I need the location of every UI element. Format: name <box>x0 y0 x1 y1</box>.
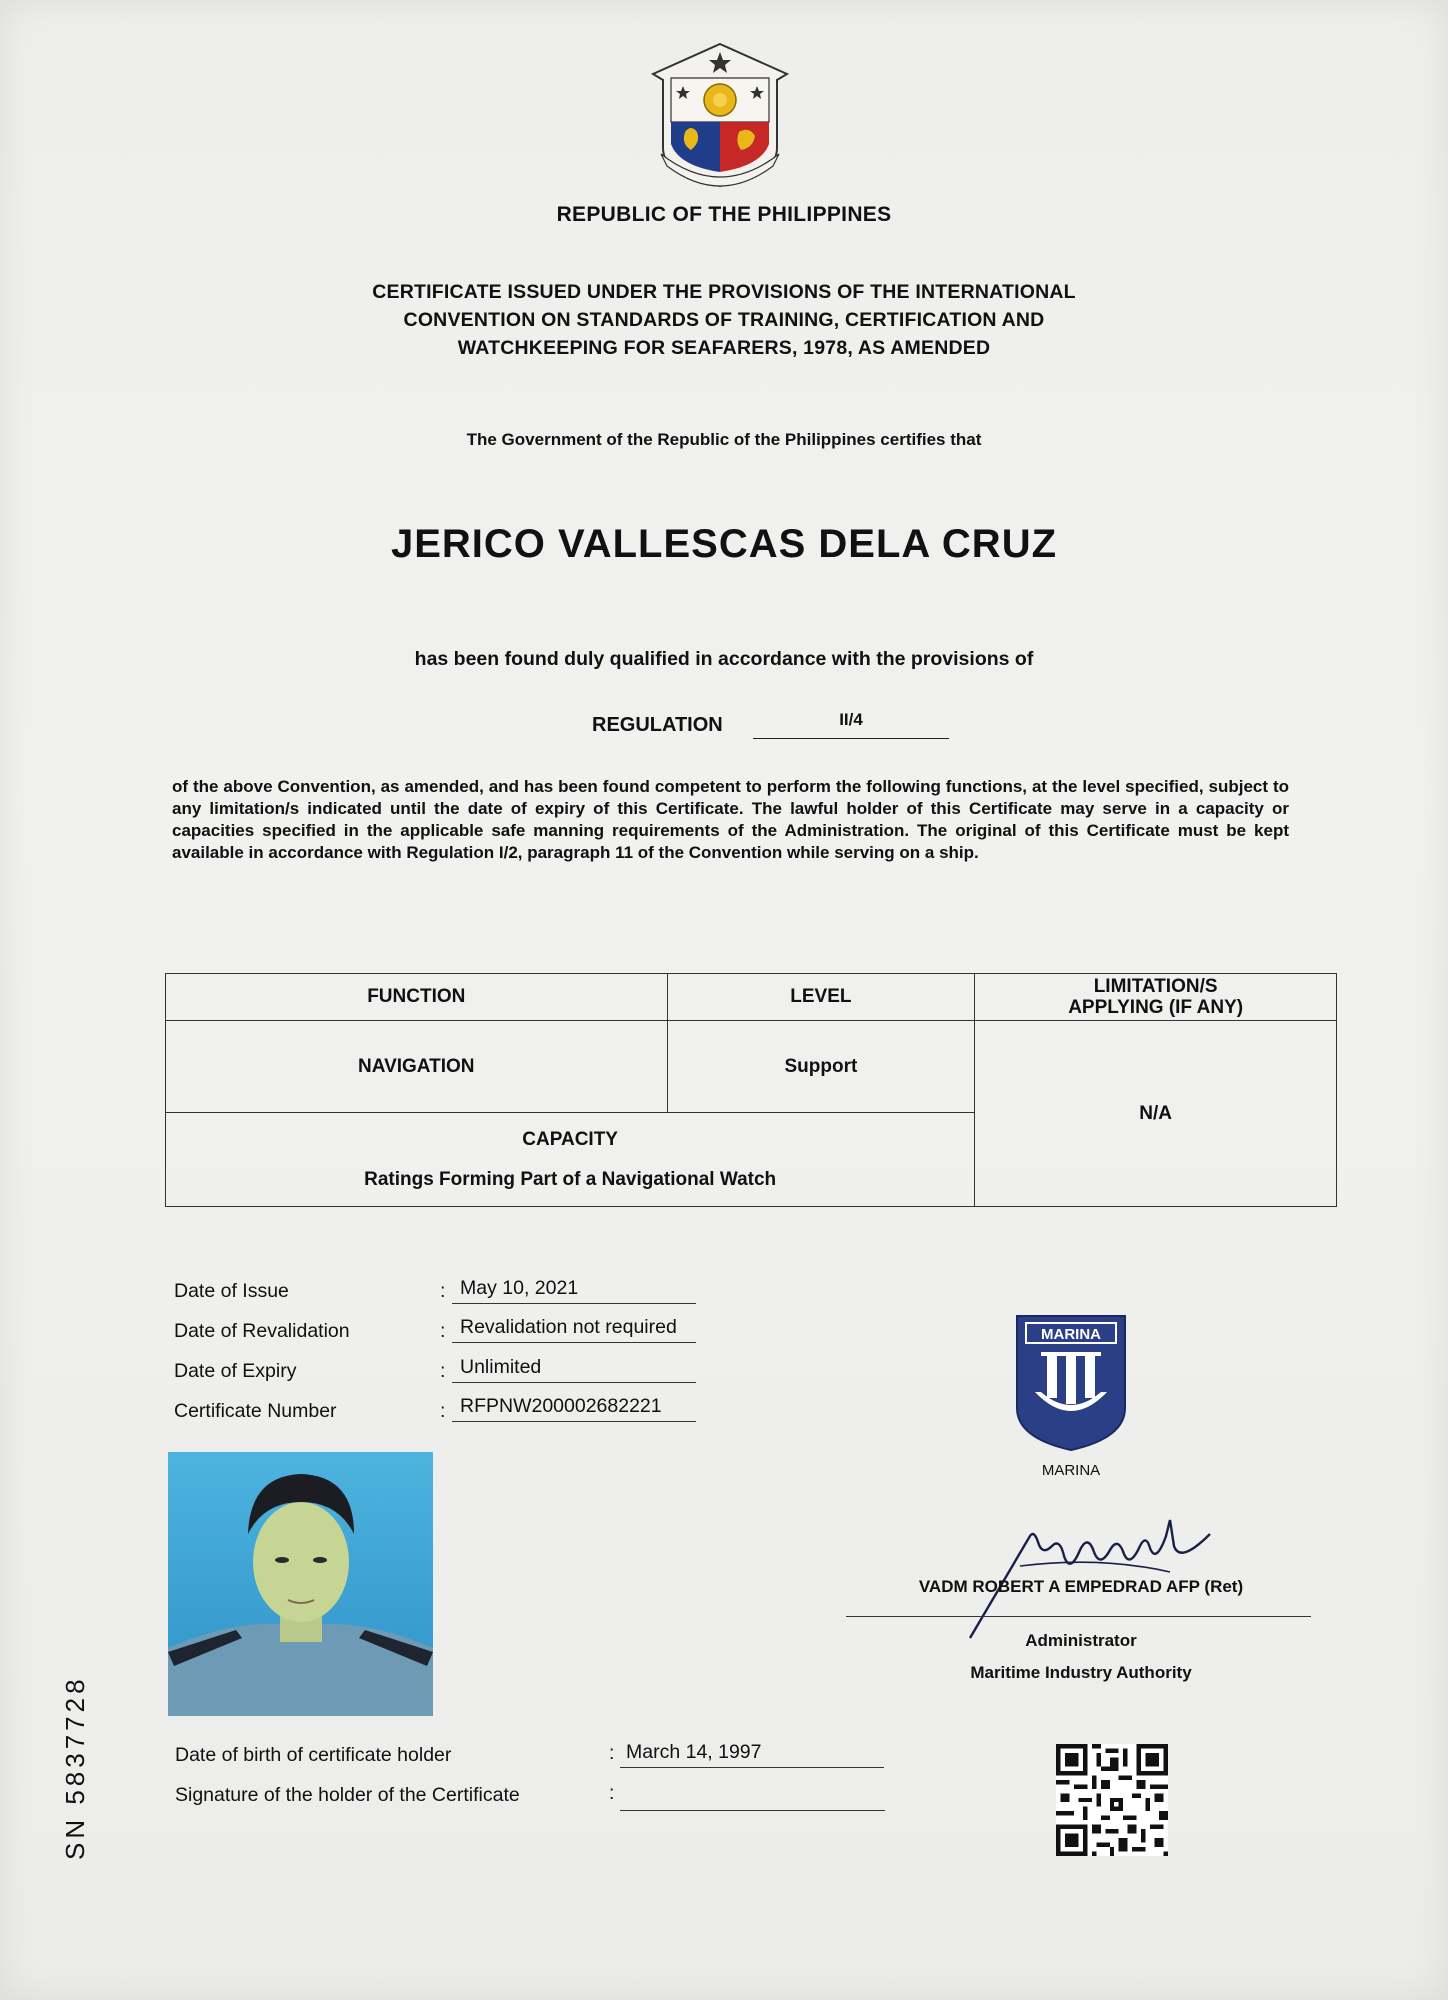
dob-label: Date of birth of certificate holder <box>175 1744 452 1766</box>
limitation-header-line: APPLYING (IF ANY) <box>1068 997 1244 1018</box>
signatory-title: Administrator <box>1025 1631 1137 1650</box>
capacity-value: Ratings Forming Part of a Navigational Watch <box>364 1168 777 1190</box>
marina-logo-icon <box>1013 1312 1129 1452</box>
date-of-revalidation-label: Date of Revalidation <box>174 1320 350 1342</box>
function-value: NAVIGATION <box>166 1021 668 1113</box>
qr-code-icon <box>1056 1744 1168 1856</box>
regulation-label: REGULATION <box>592 714 723 736</box>
limitation-header <box>975 974 1337 1021</box>
date-of-revalidation-value: Revalidation not required <box>452 1316 696 1343</box>
regulation-value: II/4 <box>839 710 863 729</box>
date-of-expiry-label: Date of Expiry <box>174 1360 297 1382</box>
signatory-organization: Maritime Industry Authority <box>970 1663 1192 1682</box>
colon: : <box>440 1280 446 1302</box>
capacity-label: CAPACITY <box>522 1128 618 1150</box>
regulation-underline <box>753 738 949 739</box>
country-title: REPUBLIC OF THE PHILIPPINES <box>556 203 892 226</box>
holder-signature-line <box>620 1810 885 1811</box>
colon: : <box>440 1400 446 1422</box>
level-header: LEVEL <box>667 974 975 1021</box>
holder-signature-label: Signature of the holder of the Certificate <box>175 1784 520 1806</box>
signatory-name: VADM ROBERT A EMPEDRAD AFP (Ret) <box>918 1577 1244 1596</box>
competence-paragraph: of the above Convention, as amended, and has been found competent to perform the following functions, at the level specified, subject to any limitation/s indicated until the date of expiry of this Certificate. The lawful holder of this Certificate may serve in a capacity or capacities specified in the applicable safe manning requirements of the Administration. The original of this Certificate must be kept available in accordance with Regulation I/2, paragraph 11 of the Convention while serving on a ship. <box>172 777 1289 862</box>
functions-table <box>165 973 1337 1207</box>
colon: : <box>609 1742 615 1764</box>
limitation-value: N/A <box>975 1021 1337 1207</box>
holder-name: JERICO VALLESCAS DELA CRUZ <box>390 522 1058 566</box>
marina-logo-text: MARINA <box>1041 1326 1101 1343</box>
level-value: Support <box>667 1021 975 1113</box>
date-of-expiry-value: Unlimited <box>452 1356 696 1383</box>
certificate-number-value: RFPNW200002682221 <box>452 1395 696 1422</box>
certificate-number-label: Certificate Number <box>174 1400 337 1422</box>
dob-value: March 14, 1997 <box>620 1741 884 1768</box>
colon: : <box>440 1320 446 1342</box>
heading-line: CERTIFICATE ISSUED UNDER THE PROVISIONS OF THE INTERNATIONAL <box>372 281 1076 303</box>
heading-line: CONVENTION ON STANDARDS OF TRAINING, CERTIFICATION AND <box>403 309 1045 331</box>
capacity-cell <box>166 1113 975 1207</box>
function-header: FUNCTION <box>166 974 668 1021</box>
holder-photo <box>168 1452 433 1716</box>
certificate-heading <box>224 278 1224 362</box>
limitation-header-line: LIMITATION/S <box>1093 976 1218 997</box>
marina-label: MARINA <box>1041 1462 1101 1479</box>
qualified-text: has been found duly qualified in accordance with the provisions of <box>414 648 1034 670</box>
date-of-issue-value: May 10, 2021 <box>452 1277 696 1304</box>
serial-number: SN 5837728 <box>60 1675 90 1860</box>
heading-line: WATCHKEEPING FOR SEAFARERS, 1978, AS AMENDED <box>457 337 991 359</box>
signatory-line <box>846 1616 1311 1617</box>
date-of-issue-label: Date of Issue <box>174 1280 289 1302</box>
colon: : <box>440 1360 446 1382</box>
philippine-seal-icon <box>649 40 791 190</box>
certifies-text: The Government of the Republic of the Philippines certifies that <box>466 430 982 449</box>
colon: : <box>609 1782 615 1804</box>
